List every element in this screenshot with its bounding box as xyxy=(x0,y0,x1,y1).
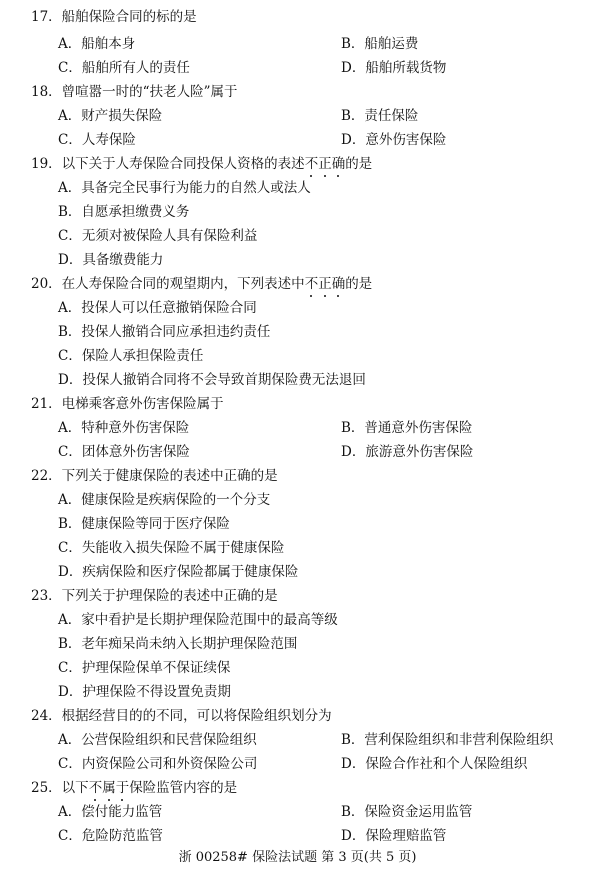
emphasis-char: 确 xyxy=(331,156,346,172)
question-23-option-b: B．老年痴呆尚未纳入长期护理保险范围 xyxy=(58,636,298,652)
question-23-stem: 23．下列关于护理保险的表述中正确的是 xyxy=(31,588,278,604)
emphasis-char: 不 xyxy=(304,156,319,172)
question-20-option-c: C．保险人承担保险责任 xyxy=(58,348,204,364)
question-25-option-a: A．偿付能力监管 xyxy=(58,804,163,820)
question-18-stem: 18．曾喧嚣一时的“扶老人险”属于 xyxy=(31,84,238,100)
question-19-stem-end: 的是 xyxy=(345,156,373,172)
question-19-option-c: C．无须对被保险人具有保险利益 xyxy=(58,228,258,244)
question-18-option-c: C．人寿保险 xyxy=(58,132,136,148)
question-20-option-a: A．投保人可以任意撤销保险合同 xyxy=(58,300,257,316)
question-20-stem-end: 的是 xyxy=(345,276,373,292)
emphasis-char: 正 xyxy=(318,276,332,292)
question-25-option-b: B．保险资金运用监管 xyxy=(341,804,473,820)
question-25-option-d: D．保险理赔监管 xyxy=(341,828,447,844)
question-21-option-d: D．旅游意外伤害保险 xyxy=(341,444,474,460)
question-20-option-d: D．投保人撤销合同将不会导致首期保险费无法退回 xyxy=(58,372,366,388)
question-25-stem-end: 保险监管内容的是 xyxy=(129,780,238,796)
question-18-option-a: A．财产损失保险 xyxy=(58,108,163,124)
question-20-stem xyxy=(31,275,372,293)
question-21-option-a: A．特种意外伤害保险 xyxy=(58,420,190,436)
emphasis-char: 确 xyxy=(331,276,346,292)
question-23-option-a: A．家中看护是长期护理保险范围中的最高等级 xyxy=(58,612,338,628)
question-18-option-d: D．意外伤害保险 xyxy=(341,132,447,148)
question-24-option-d: D．保险合作社和个人保险组织 xyxy=(341,756,528,772)
question-17-option-c: C．船舶所有人的责任 xyxy=(58,60,190,76)
question-19-option-b: B．自愿承担缴费义务 xyxy=(58,204,190,220)
question-22-option-a: A．健康保险是疾病保险的一个分支 xyxy=(58,492,271,508)
question-25-stem-text: 25．以下 xyxy=(31,780,89,796)
question-22-option-c: C．失能收入损失保险不属于健康保险 xyxy=(58,540,285,556)
question-24-option-b: B．营利保险组织和非营利保险组织 xyxy=(341,732,554,748)
question-17-option-d: D．船舶所载货物 xyxy=(341,60,447,76)
question-23-option-d: D．护理保险不得设置免责期 xyxy=(58,684,231,700)
emphasis-char: 不 xyxy=(88,780,103,796)
emphasis-char: 正 xyxy=(318,156,332,172)
question-25-option-c: C．危险防范监管 xyxy=(58,828,163,844)
question-23-option-c: C．护理保险保单不保证续保 xyxy=(58,660,231,676)
question-22-option-b: B．健康保险等同于医疗保险 xyxy=(58,516,230,532)
question-17-option-b: B．船舶运费 xyxy=(341,36,419,52)
question-17-stem: 17．船舶保险合同的标的是 xyxy=(31,9,197,25)
question-19-option-d: D．具备缴费能力 xyxy=(58,252,164,268)
question-19-stem xyxy=(31,155,372,173)
question-22-option-d: D．疾病保险和医疗保险都属于健康保险 xyxy=(58,564,299,580)
question-24-stem: 24．根据经营目的的不同，可以将保险组织划分为 xyxy=(31,708,332,724)
question-18-option-b: B．责任保险 xyxy=(341,108,419,124)
question-24-option-c: C．内资保险公司和外资保险公司 xyxy=(58,756,258,772)
question-21-option-b: B．普通意外伤害保险 xyxy=(341,420,473,436)
question-17-option-a: A．船舶本身 xyxy=(58,36,136,52)
emphasis-char: 属 xyxy=(102,780,116,796)
question-24-option-a: A．公营保险组织和民营保险组织 xyxy=(58,732,257,748)
question-22-stem: 22．下列关于健康保险的表述中正确的是 xyxy=(31,468,278,484)
page-footer: 浙 00258# 保险法试题 第 3 页(共 5 页) xyxy=(178,850,417,865)
question-21-stem: 21．电梯乘客意外伤害保险属于 xyxy=(31,396,224,412)
question-21-option-c: C．团体意外伤害保险 xyxy=(58,444,190,460)
question-20-option-b: B．投保人撤销合同应承担违约责任 xyxy=(58,324,271,340)
question-19-option-a: A．具备完全民事行为能力的自然人或法人 xyxy=(58,180,311,196)
emphasis-char: 不 xyxy=(304,276,319,292)
question-19-stem-text: 19．以下关于人寿保险合同投保人资格的表述 xyxy=(31,156,305,172)
question-20-stem-text: 20．在人寿保险合同的观望期内，下列表述中 xyxy=(31,276,305,292)
question-25-stem xyxy=(31,779,237,797)
emphasis-char: 于 xyxy=(115,780,130,796)
